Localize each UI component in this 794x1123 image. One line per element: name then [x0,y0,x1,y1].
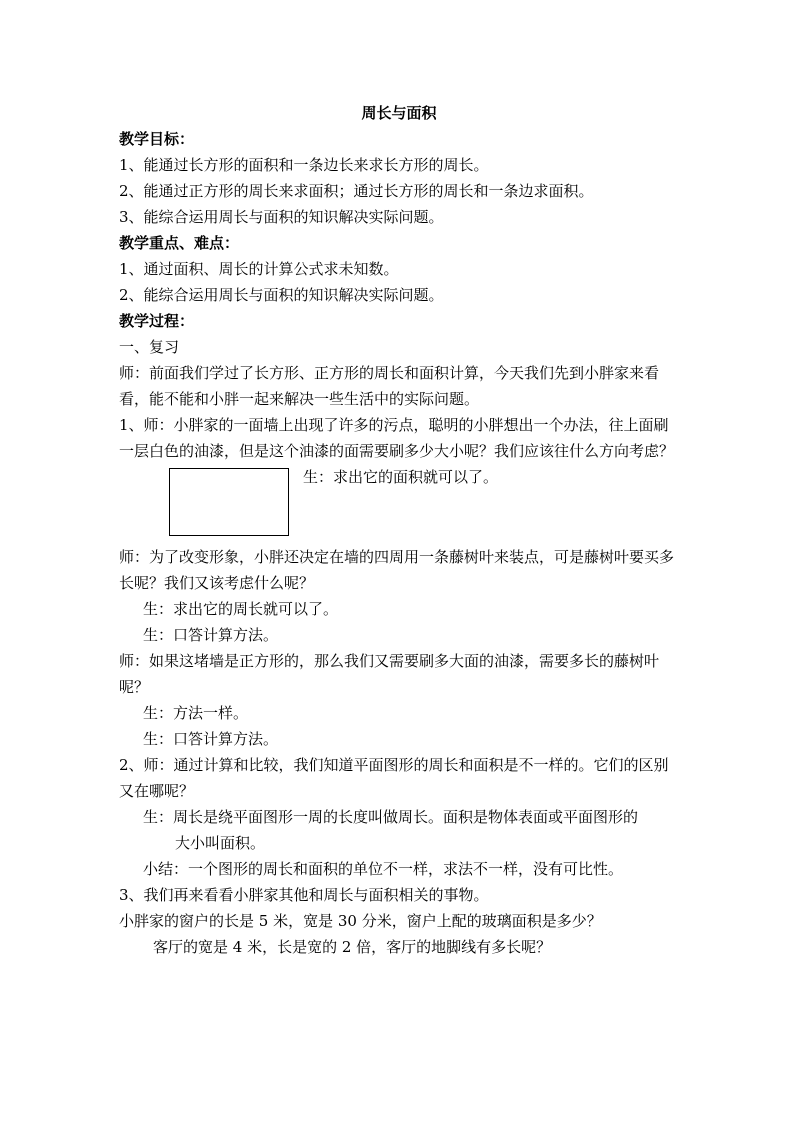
question-3: 3、我们再来看看小胖家其他和周长与面积相关的事物。 [119,886,489,904]
student-answer: 生：口答计算方法。 [143,626,279,644]
question-2: 2、师：通过计算和比较，我们知道平面图形的周长和面积是不一样的。它们的区别又在哪呢？ [119,756,669,800]
question-1: 1、师：小胖家的一面墙上出现了许多的污点，聪明的小胖想出一个办法，往上面刷一层白色的油漆，但是这个油漆的面需要刷多少大小呢？我们应该往什么方向考虑？ [119,416,675,460]
student-answer: 生：方法一样。 [143,704,249,722]
answer-line: 生：周长是绕平面图形一周的长度叫做周长。面积是物体表面或平面图形的 [143,808,639,826]
student-answer: 生：口答计算方法。 [143,730,279,748]
question-3a: 小胖家的窗户的长是 5 米，宽是 30 分米，窗户上配的玻璃面积是多少？ [119,912,602,930]
review-section-label: 一、复习 [119,338,180,356]
page-title: 周长与面积 [361,104,437,122]
question-1c: 师：如果这堵墙是正方形的，那么我们又需要刷多大面的油漆，需要多长的藤树叶呢？ [119,652,660,696]
question-3b: 客厅的宽是 4 米，长是宽的 2 倍，客厅的地脚线有多长呢？ [153,938,552,956]
student-answer [119,804,679,856]
objective-item: 3、能综合运用周长与面积的知识解决实际问题。 [119,208,444,226]
answer-line-continued: 大小叫面积。 [175,834,266,852]
process-heading: 教学过程： [119,312,195,330]
objective-item: 2、能通过正方形的周长来求面积；通过长方形的周长和一条边求面积。 [119,182,594,200]
key-point-item: 1、通过面积、周长的计算公式求未知数。 [119,260,399,278]
student-answer: 生：求出它的周长就可以了。 [143,600,339,618]
student-answer: 生：求出它的面积就可以了。 [303,468,499,486]
objectives-heading: 教学目标： [119,130,195,148]
teacher-intro: 师：前面我们学过了长方形、正方形的周长和面积计算，今天我们先到小胖家来看看，能不能和小胖一起来解决一些生活中的实际问题。 [119,364,660,408]
question-1b: 师：为了改变形象，小胖还决定在墙的四周用一条藤树叶来装点，可是藤树叶要买多长呢？我们又该考虑什么呢？ [119,548,675,592]
document-page [119,100,679,960]
summary: 小结：一个图形的周长和面积的单位不一样，求法不一样，没有可比性。 [143,860,624,878]
key-point-item: 2、能综合运用周长与面积的知识解决实际问题。 [119,286,444,304]
wall-rectangle [169,468,289,536]
key-points-heading: 教学重点、难点： [119,234,240,252]
wall-figure-row [119,468,679,544]
objective-item: 1、能通过长方形的面积和一条边长来求长方形的周长。 [119,156,489,174]
